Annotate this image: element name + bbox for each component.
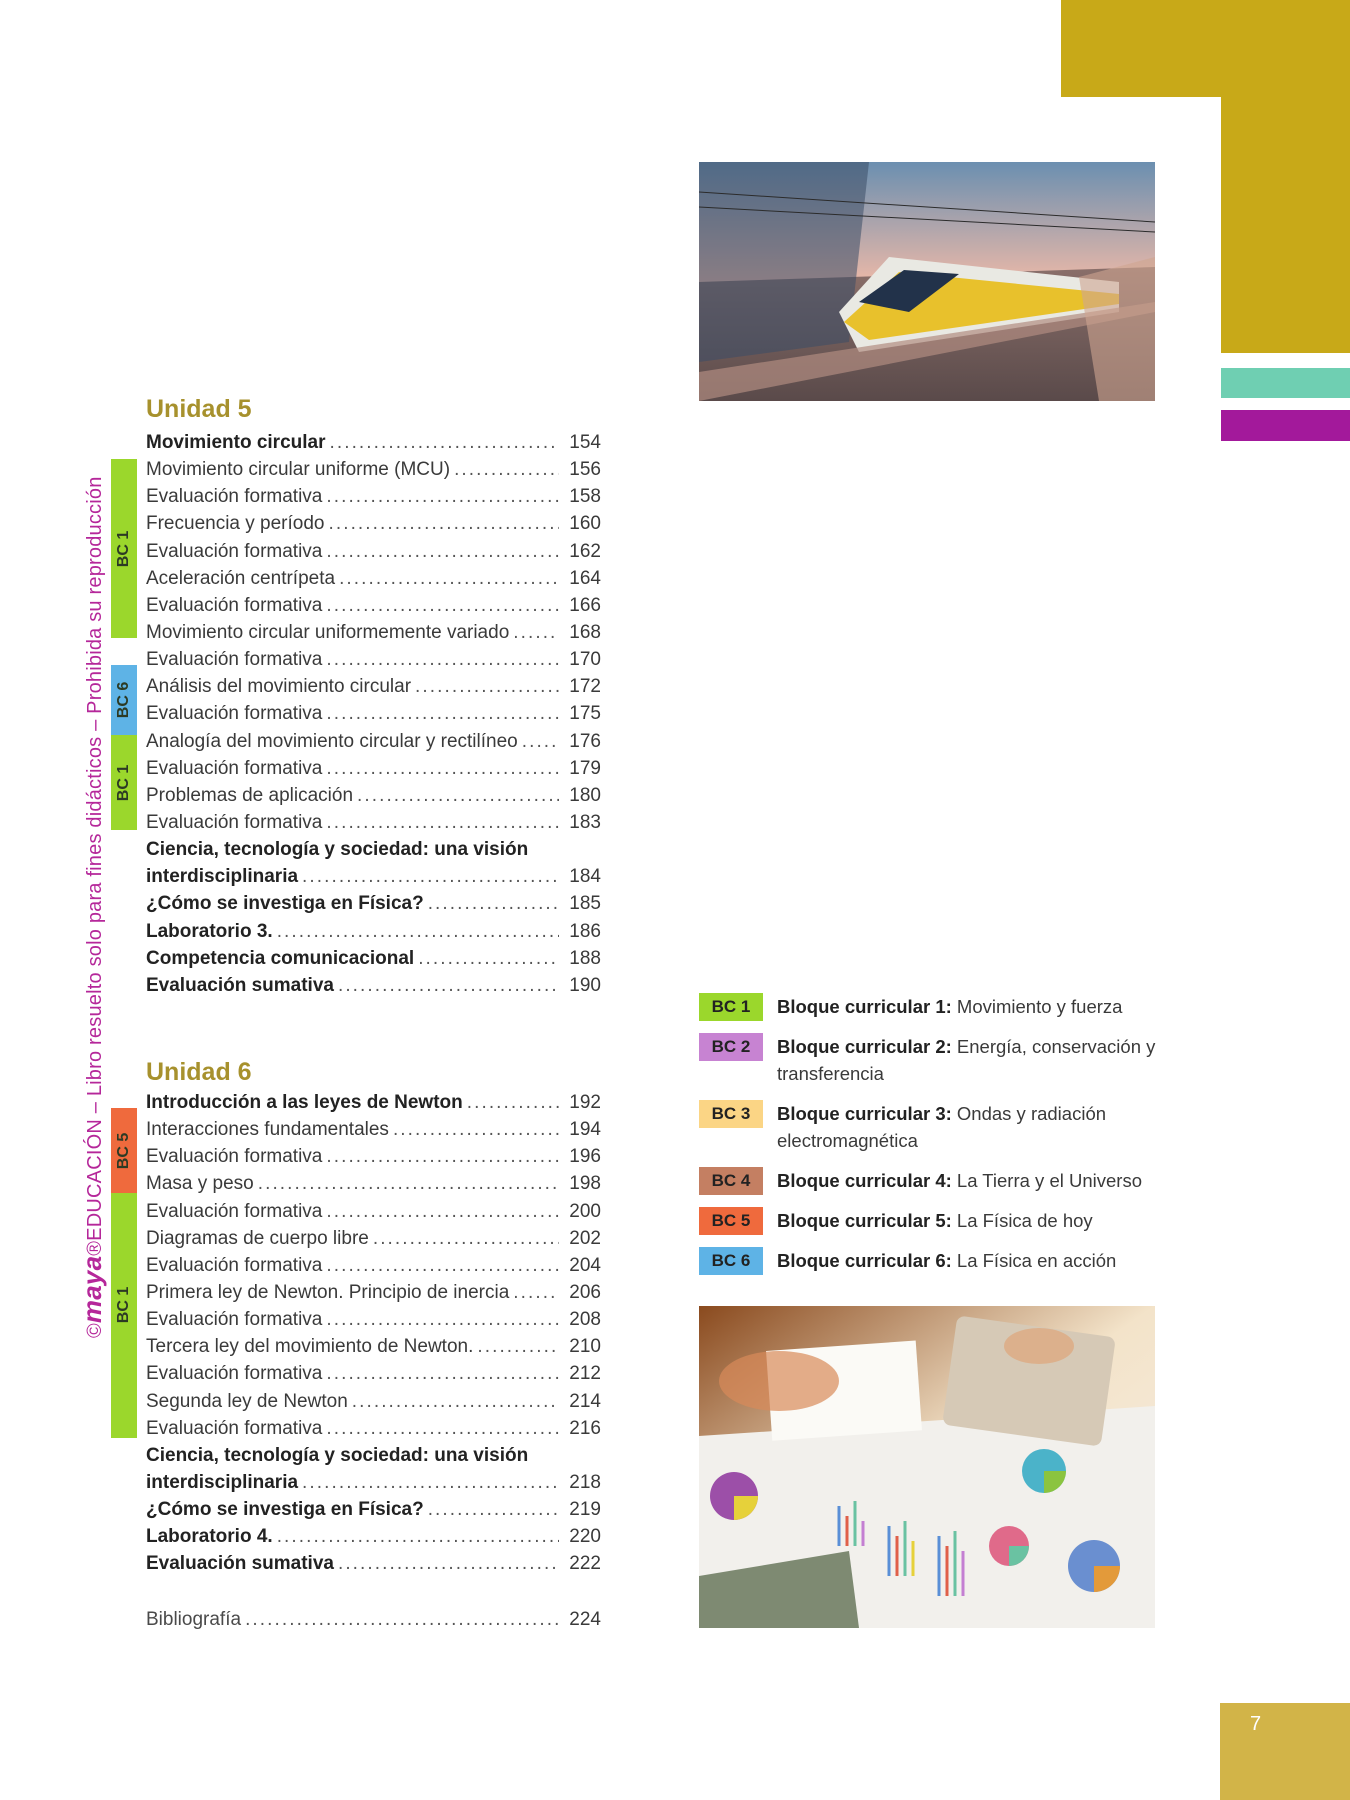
decorative-teal-stripe bbox=[1221, 368, 1350, 398]
bibliography-entry bbox=[146, 1606, 601, 1633]
toc-leader-dots bbox=[326, 1198, 559, 1225]
toc-row-title: Laboratorio 4. bbox=[146, 1526, 273, 1548]
legend-description: Energía, conservación y transferencia bbox=[777, 1036, 1156, 1084]
toc-leader-dots bbox=[302, 1469, 559, 1496]
toc-leader-dots bbox=[326, 1415, 559, 1442]
toc-leader-dots bbox=[477, 1333, 559, 1360]
side-tag-label: BC 5 bbox=[115, 1132, 132, 1169]
toc-row bbox=[146, 782, 601, 809]
toc-row bbox=[146, 945, 601, 972]
toc-row-page: 175 bbox=[569, 703, 601, 725]
toc-row bbox=[146, 1170, 601, 1197]
toc-row bbox=[146, 755, 601, 782]
toc-row-title: Ciencia, tecnología y sociedad: una visión bbox=[146, 1444, 529, 1466]
toc-row-title: Evaluación formativa bbox=[146, 594, 323, 616]
toc-row-title: interdisciplinaria bbox=[146, 866, 299, 888]
toc-row-page: 208 bbox=[569, 1309, 601, 1331]
toc-row bbox=[146, 1442, 601, 1469]
toc-row-title: Evaluación formativa bbox=[146, 703, 323, 725]
unit-6-toc bbox=[146, 1089, 601, 1578]
toc-row bbox=[146, 1469, 601, 1496]
toc-leader-dots bbox=[326, 1252, 559, 1279]
legend-badge: BC 2 bbox=[699, 1033, 763, 1061]
toc-row bbox=[146, 1198, 601, 1225]
toc-row-title: Evaluación formativa bbox=[146, 649, 323, 671]
toc-row bbox=[146, 728, 601, 755]
unit-6-title: Unidad 6 bbox=[146, 1058, 252, 1086]
toc-row-title: Evaluación formativa bbox=[146, 486, 323, 508]
toc-leader-dots bbox=[326, 755, 559, 782]
toc-row-page: 168 bbox=[569, 621, 601, 643]
toc-row-page: 220 bbox=[569, 1526, 601, 1548]
toc-leader-dots bbox=[522, 728, 559, 755]
toc-row-page: 166 bbox=[569, 594, 601, 616]
toc-row-title: Evaluación sumativa bbox=[146, 974, 334, 996]
toc-row-title: Problemas de aplicación bbox=[146, 784, 354, 806]
legend-text bbox=[777, 1207, 1177, 1234]
toc-row-page: 224 bbox=[569, 1609, 601, 1630]
toc-row bbox=[146, 1333, 601, 1360]
watermark-text: ®EDUCACIÓN – Libro resuelto solo para fines didácticos – Prohibida su reproducción bbox=[84, 476, 106, 1256]
legend-description: La Física de hoy bbox=[956, 1210, 1093, 1231]
toc-row bbox=[146, 1496, 601, 1523]
toc-row-title: Evaluación formativa bbox=[146, 1417, 323, 1439]
toc-leader-dots bbox=[428, 890, 559, 917]
toc-row-page: 194 bbox=[569, 1119, 601, 1141]
toc-row bbox=[146, 673, 601, 700]
legend-description: La Física en acción bbox=[956, 1250, 1117, 1271]
desk-charts-photo bbox=[699, 1306, 1155, 1628]
toc-row-title: interdisciplinaria bbox=[146, 1471, 299, 1493]
toc-row-page: 206 bbox=[569, 1281, 601, 1303]
toc-row-page: 210 bbox=[569, 1336, 601, 1358]
toc-row-title: Laboratorio 3. bbox=[146, 920, 273, 942]
side-tag-label: BC 1 bbox=[115, 1286, 132, 1324]
toc-row-title: Diagramas de cuerpo libre bbox=[146, 1227, 369, 1249]
toc-leader-dots bbox=[329, 510, 560, 537]
toc-row bbox=[146, 972, 601, 999]
toc-row-page: 204 bbox=[569, 1254, 601, 1276]
toc-row-page: 180 bbox=[569, 784, 601, 806]
toc-row-title: Evaluación formativa bbox=[146, 811, 323, 833]
toc-leader-dots bbox=[326, 592, 559, 619]
toc-row bbox=[146, 918, 601, 945]
toc-row-title: Tercera ley del movimiento de Newton. bbox=[146, 1336, 474, 1358]
toc-row-page: 216 bbox=[569, 1417, 601, 1439]
toc-row-title: Evaluación formativa bbox=[146, 540, 323, 562]
toc-row-page: 176 bbox=[569, 730, 601, 752]
unit-5-toc bbox=[146, 429, 601, 999]
toc-row-title: Interacciones fundamentales bbox=[146, 1119, 389, 1141]
toc-leader-dots bbox=[302, 863, 559, 890]
legend-label: Bloque curricular 6: bbox=[777, 1250, 952, 1271]
toc-leader-dots bbox=[338, 1550, 559, 1577]
toc-row bbox=[146, 890, 601, 917]
side-tag-label: BC 1 bbox=[115, 530, 132, 567]
toc-row bbox=[146, 863, 601, 890]
toc-row-page: 184 bbox=[569, 866, 601, 888]
toc-row bbox=[146, 1523, 601, 1550]
toc-row-page: 164 bbox=[569, 567, 601, 589]
toc-row-title: Analogía del movimiento circular y rectilíneo bbox=[146, 730, 518, 752]
toc-row bbox=[146, 510, 601, 537]
legend-description: Movimiento y fuerza bbox=[956, 996, 1123, 1017]
toc-leader-dots bbox=[330, 429, 560, 456]
toc-row-page: 219 bbox=[569, 1499, 601, 1521]
toc-leader-dots bbox=[467, 1089, 559, 1116]
toc-row-page: 154 bbox=[569, 432, 601, 453]
legend-description: La Tierra y el Universo bbox=[956, 1170, 1142, 1191]
toc-row-title: Evaluación formativa bbox=[146, 1309, 323, 1331]
toc-leader-dots bbox=[326, 700, 559, 727]
toc-leader-dots bbox=[326, 646, 559, 673]
legend-label: Bloque curricular 4: bbox=[777, 1170, 952, 1191]
toc-row bbox=[146, 1388, 601, 1415]
legend-text bbox=[777, 1033, 1177, 1087]
toc-row-title: ¿Cómo se investiga en Física? bbox=[146, 1499, 424, 1521]
toc-row bbox=[146, 1415, 601, 1442]
toc-leader-dots bbox=[258, 1170, 559, 1197]
toc-row bbox=[146, 1306, 601, 1333]
toc-row bbox=[146, 592, 601, 619]
toc-leader-dots bbox=[415, 673, 559, 700]
toc-row bbox=[146, 1089, 601, 1116]
toc-row-page: 183 bbox=[569, 811, 601, 833]
toc-row-title: Segunda ley de Newton bbox=[146, 1390, 348, 1412]
toc-row-page: 170 bbox=[569, 649, 601, 671]
toc-row-title: Análisis del movimiento circular bbox=[146, 676, 412, 698]
legend-badge: BC 5 bbox=[699, 1207, 763, 1235]
side-tag-bc1-unit5-a bbox=[111, 459, 137, 638]
toc-row-title: Evaluación formativa bbox=[146, 1254, 323, 1276]
legend-description: Ondas y radiación electromagnética bbox=[777, 1103, 1107, 1151]
toc-row bbox=[146, 1252, 601, 1279]
toc-leader-dots bbox=[326, 809, 559, 836]
page-number-box bbox=[1220, 1703, 1350, 1800]
toc-row-page: 190 bbox=[569, 974, 601, 996]
side-tag-bc6-unit5 bbox=[111, 665, 137, 735]
toc-row bbox=[146, 456, 601, 483]
toc-row bbox=[146, 646, 601, 673]
toc-row bbox=[146, 836, 601, 863]
toc-row-page: 172 bbox=[569, 676, 601, 698]
toc-row-page: 218 bbox=[569, 1471, 601, 1493]
toc-leader-dots bbox=[277, 1523, 559, 1550]
toc-row-title: Bibliografía bbox=[146, 1609, 242, 1630]
toc-leader-dots bbox=[338, 972, 559, 999]
page-number: 7 bbox=[1250, 1713, 1262, 1735]
toc-row-title: ¿Cómo se investiga en Física? bbox=[146, 893, 424, 915]
toc-leader-dots bbox=[326, 1360, 559, 1387]
toc-row bbox=[146, 1225, 601, 1252]
legend-label: Bloque curricular 3: bbox=[777, 1103, 952, 1124]
toc-row-page: 156 bbox=[569, 459, 601, 481]
toc-row-page: 196 bbox=[569, 1146, 601, 1168]
toc-leader-dots bbox=[245, 1606, 559, 1633]
toc-leader-dots bbox=[352, 1388, 559, 1415]
toc-row-title: Introducción a las leyes de Newton bbox=[146, 1092, 463, 1113]
side-tag-label: BC 1 bbox=[115, 764, 132, 801]
toc-row bbox=[146, 809, 601, 836]
toc-row-page: 200 bbox=[569, 1200, 601, 1222]
toc-row-title: Evaluación formativa bbox=[146, 1200, 323, 1222]
toc-row-title: Movimiento circular uniforme (MCU) bbox=[146, 459, 451, 481]
toc-row-title: Evaluación formativa bbox=[146, 1146, 323, 1168]
toc-leader-dots bbox=[373, 1225, 559, 1252]
legend-label: Bloque curricular 1: bbox=[777, 996, 952, 1017]
toc-leader-dots bbox=[357, 782, 559, 809]
toc-leader-dots bbox=[339, 565, 559, 592]
toc-row-title: Movimiento circular bbox=[146, 432, 326, 453]
side-tag-bc1-unit6 bbox=[111, 1193, 137, 1438]
toc-row bbox=[146, 429, 601, 456]
toc-row-title: Masa y peso bbox=[146, 1173, 254, 1195]
toc-row-page: 162 bbox=[569, 540, 601, 562]
legend-label: Bloque curricular 2: bbox=[777, 1036, 952, 1057]
copyright-symbol: © bbox=[84, 1323, 106, 1338]
toc-row-title: Evaluación formativa bbox=[146, 1363, 323, 1385]
toc-row-page: 212 bbox=[569, 1363, 601, 1385]
legend-text bbox=[777, 1100, 1177, 1154]
brand-logo-text: maya bbox=[77, 1255, 107, 1324]
toc-leader-dots bbox=[454, 456, 559, 483]
toc-leader-dots bbox=[326, 1306, 559, 1333]
legend-badge: BC 4 bbox=[699, 1167, 763, 1195]
toc-row-page: 214 bbox=[569, 1390, 601, 1412]
toc-leader-dots bbox=[393, 1116, 559, 1143]
toc-row-page: 202 bbox=[569, 1227, 601, 1249]
toc-leader-dots bbox=[428, 1496, 559, 1523]
toc-row bbox=[146, 1550, 601, 1577]
unit-5-title: Unidad 5 bbox=[146, 395, 252, 423]
toc-row-title: Movimiento circular uniformemente variado bbox=[146, 621, 510, 643]
toc-row bbox=[146, 1116, 601, 1143]
toc-leader-dots bbox=[513, 1279, 559, 1306]
side-tag-bc5-unit6 bbox=[111, 1108, 137, 1193]
toc-row-page: 186 bbox=[569, 920, 601, 942]
legend-badge: BC 3 bbox=[699, 1100, 763, 1128]
toc-row bbox=[146, 483, 601, 510]
copyright-watermark bbox=[77, 476, 108, 1338]
toc-row-page: 158 bbox=[569, 486, 601, 508]
side-tag-label: BC 6 bbox=[115, 681, 132, 719]
toc-row-title: Evaluación sumativa bbox=[146, 1553, 334, 1575]
toc-leader-dots bbox=[326, 1143, 559, 1170]
toc-row bbox=[146, 565, 601, 592]
toc-leader-dots bbox=[513, 619, 559, 646]
toc-leader-dots bbox=[277, 918, 559, 945]
side-tag-bc1-unit5-b bbox=[111, 735, 137, 830]
legend-text bbox=[777, 1167, 1177, 1194]
toc-leader-dots bbox=[326, 483, 559, 510]
toc-row-title: Ciencia, tecnología y sociedad: una visión bbox=[146, 839, 529, 861]
toc-row-page: 192 bbox=[569, 1092, 601, 1113]
toc-row-title: Aceleración centrípeta bbox=[146, 567, 336, 589]
decorative-magenta-stripe bbox=[1221, 410, 1350, 441]
toc-row bbox=[146, 700, 601, 727]
toc-row bbox=[146, 538, 601, 565]
toc-row-title: Competencia comunicacional bbox=[146, 947, 415, 969]
toc-row-title: Primera ley de Newton. Principio de inercia bbox=[146, 1281, 510, 1303]
toc-leader-dots bbox=[326, 538, 559, 565]
toc-row-page: 198 bbox=[569, 1173, 601, 1195]
toc-row bbox=[146, 1279, 601, 1306]
toc-row-title: Evaluación formativa bbox=[146, 757, 323, 779]
toc-row bbox=[146, 619, 601, 646]
toc-row-title: Frecuencia y período bbox=[146, 513, 325, 535]
toc-row bbox=[146, 1360, 601, 1387]
toc-leader-dots bbox=[418, 945, 559, 972]
toc-row bbox=[146, 1606, 601, 1633]
decorative-gold-block-top bbox=[1061, 0, 1350, 97]
toc-row-page: 188 bbox=[569, 947, 601, 969]
decorative-gold-block-right bbox=[1221, 97, 1350, 353]
legend-label: Bloque curricular 5: bbox=[777, 1210, 952, 1231]
legend-text bbox=[777, 1247, 1177, 1274]
toc-row bbox=[146, 1143, 601, 1170]
toc-row-page: 222 bbox=[569, 1553, 601, 1575]
legend-text bbox=[777, 993, 1177, 1020]
legend-badge: BC 6 bbox=[699, 1247, 763, 1275]
legend-badge: BC 1 bbox=[699, 993, 763, 1021]
toc-row-page: 185 bbox=[569, 893, 601, 915]
train-photo bbox=[699, 162, 1155, 401]
toc-row-page: 179 bbox=[569, 757, 601, 779]
toc-row-page: 160 bbox=[569, 513, 601, 535]
